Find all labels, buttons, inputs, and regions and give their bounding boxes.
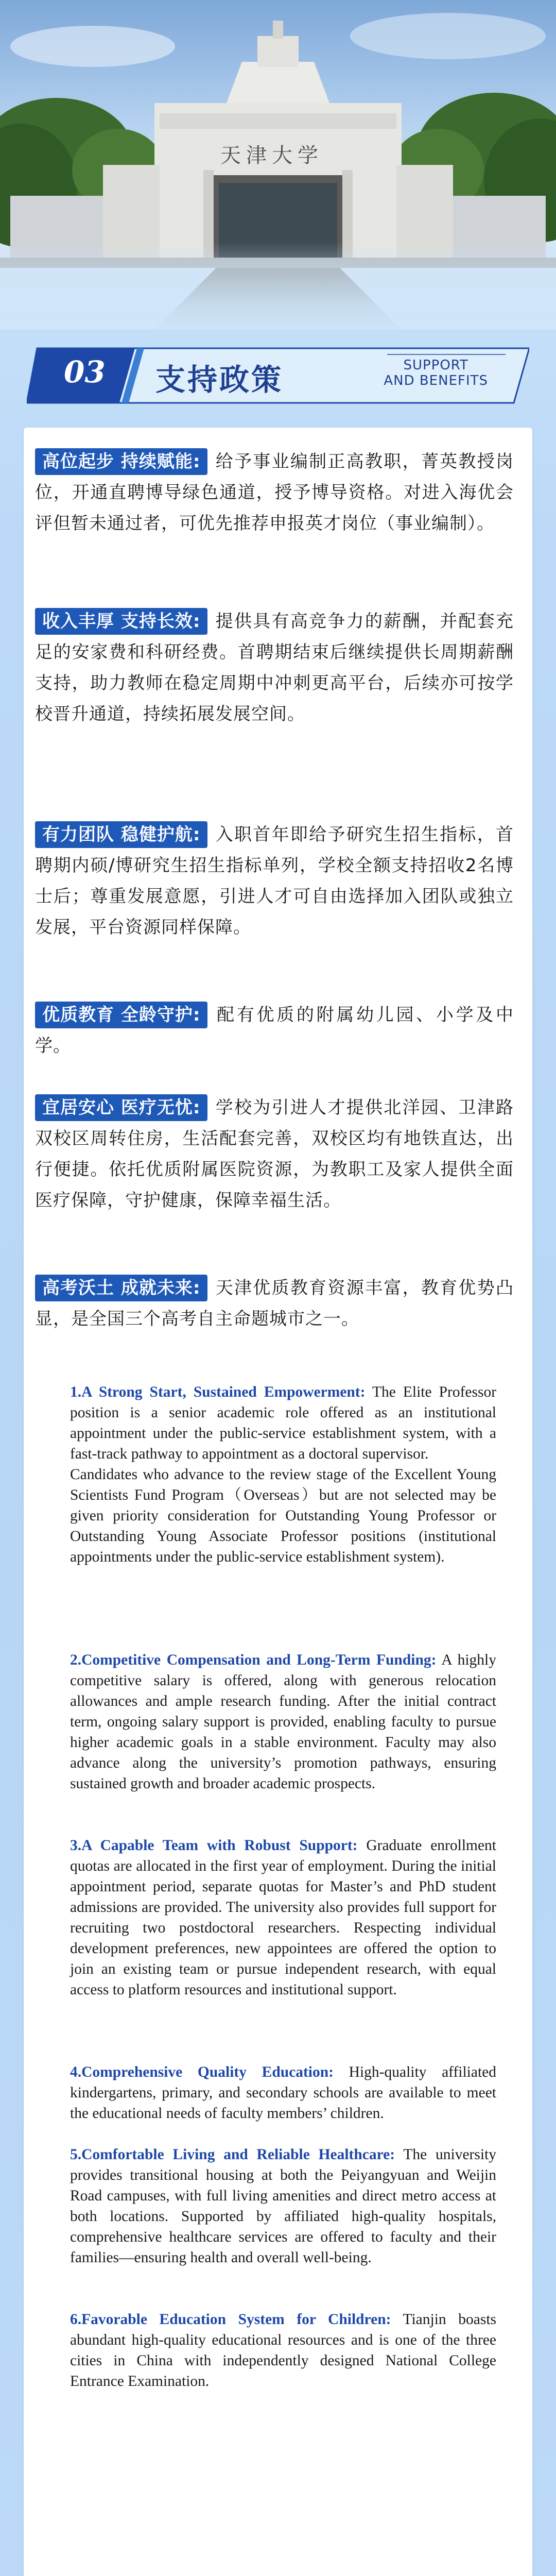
section-number: 03 [64,354,106,389]
en-item-text: Tianjin boasts abundant high-quality educational resources and is one of the three cities in China with independently designed National College Entrance Examination. [70,2311,496,2389]
en-item-3 [70,1835,496,2000]
zh-item-2 [35,606,514,730]
zh-item-6 [35,1273,514,1334]
section-subtitle-en [384,358,488,388]
en-item-2 [70,1650,496,1794]
content-card [24,428,532,2576]
en-item-text: High-quality affiliated kindergartens, primary, and secondary schools are available to meet the educational needs of faculty members’ children. [70,2064,497,2122]
zh-item-3 [35,819,514,943]
en-item-6 [70,2309,496,2392]
section-subtitle-en-line2: AND BENEFITS [384,373,488,388]
en-item-paragraph [70,2062,496,2124]
en-item-4 [70,2062,496,2124]
hero-campus-photo [0,0,556,330]
en-item-paragraph [70,2144,496,2268]
section-header [27,345,529,407]
en-item-heading: 3.A Capable Team with Robust Support: [70,1837,358,1854]
en-item-heading: 5.Comfortable Living and Reliable Healthcare: [70,2146,395,2163]
zh-item-text: 提供具有高竞争力的薪酬，并配套充足的安家费和科研经费。首聘期结束后继续提供长周期薪酬支持，助力教师在稳定周期中冲刺更高平台，后续亦可按学校晋升通道，持续拓展发展空间。 [35,611,514,724]
en-item-paragraph [70,2309,496,2392]
section-title: 支持政策 [155,362,284,397]
zh-item-4 [35,999,514,1061]
en-item-text: The Elite Professor position is a senior academic role offered as an institutional appointment under the public-service establishment system, with a fast-track pathway to appointment as a doctoral supervisor. [70,1384,497,1462]
zh-item-tag: 宜居安心 医疗无忧: [35,1094,207,1121]
zh-item-1 [35,446,514,539]
en-item-paragraph: Candidates who advance to the review stage of the Excellent Young Scientists Fund Program（Overseas）but are not selected may be given priority consideration for Outstanding Young Professor or Outstanding Young Associate Professor positions (institutional appointments under the public-service establishment system). [70,1466,496,1565]
zh-item-text: 入职首年即给予研究生招生指标，首聘期内硕/博研究生招生指标单列，学校全额支持招收2名博士后；尊重发展意愿，引进人才可自由选择加入团队或独立发展，平台资源同样保障。 [35,824,514,938]
zh-item-text: 学校为引进人才提供北洋园、卫津路双校区周转住房，生活配套完善，双校区均有地铁直达，出行便捷。依托优质附属医院资源，为教职工及家人提供全面医疗保障，守护健康，保障幸福生活。 [35,1097,514,1211]
en-item-text: A highly competitive salary is offered, along with generous relocation allowances and ample research funding. After the initial contract term, ongoing salary support is provided, enabling faculty to pursue higher academic goals in a stable environment. Faculty may also advance along the university’s promotion pathways, ensuring sustained growth and broader academic prospects. [70,1652,496,1792]
en-item-paragraph [70,1382,496,1464]
en-item-heading: 6.Favorable Education System for Children: [70,2311,391,2328]
zh-item-tag: 高位起步 持续赋能: [35,448,207,475]
zh-item-text: 天津优质教育资源丰富，教育优势凸显，是全国三个高考自主命题城市之一。 [35,1278,514,1329]
section-subtitle-en-line1: SUPPORT [403,358,468,373]
en-item-heading: 4.Comprehensive Quality Education: [70,2064,334,2080]
en-item-paragraph [70,1835,496,2000]
zh-item-text: 配有优质的附属幼儿园、小学及中学。 [35,1005,514,1056]
en-item-5 [70,2144,496,2268]
en-item-text: Graduate enrollment quotas are allocated in the first year of employment. During the initial appointment period, separate quotas for Master’s and PhD student admissions are provided. The university also provides full support for recruiting two postdoctoral researchers. Respecting individual development preferences, new appointees are offered the option to join an existing team or pursue independent research, with equal access to platform resources and institutional support. [70,1837,496,1998]
zh-item-tag: 高考沃土 成就未来: [35,1275,207,1301]
en-item-heading: 2.Competitive Compensation and Long-Term Funding: [70,1652,437,1668]
zh-item-text: 给予事业编制正高教职，菁英教授岗位，开通直聘博导绿色通道，授予博导资格。对进入海优会评但暂未通过者，可优先推荐申报英才岗位（事业编制）。 [35,451,514,534]
zh-item-tag: 收入丰厚 支持长效: [35,608,207,635]
zh-item-tag: 有力团队 稳健护航: [35,821,207,848]
hero-fade-overlay [0,242,556,330]
en-item-paragraph [70,1650,496,1794]
en-item-heading: 1.A Strong Start, Sustained Empowerment: [70,1384,366,1400]
en-item-1 [70,1382,496,1567]
zh-item-tag: 优质教育 全龄守护: [35,1002,207,1028]
zh-item-5 [35,1092,514,1216]
gate-inscription: 天津大学 [220,144,323,167]
en-item-text: The university provides transitional housing at both the Peiyangyuan and Weijin Road campuses, with full living amenities and direct metro access at both locations. Supported by affiliated high-quality hospitals, comprehensive healthcare services are offered to faculty and their families—ensuring health and overall well-being. [70,2146,496,2266]
